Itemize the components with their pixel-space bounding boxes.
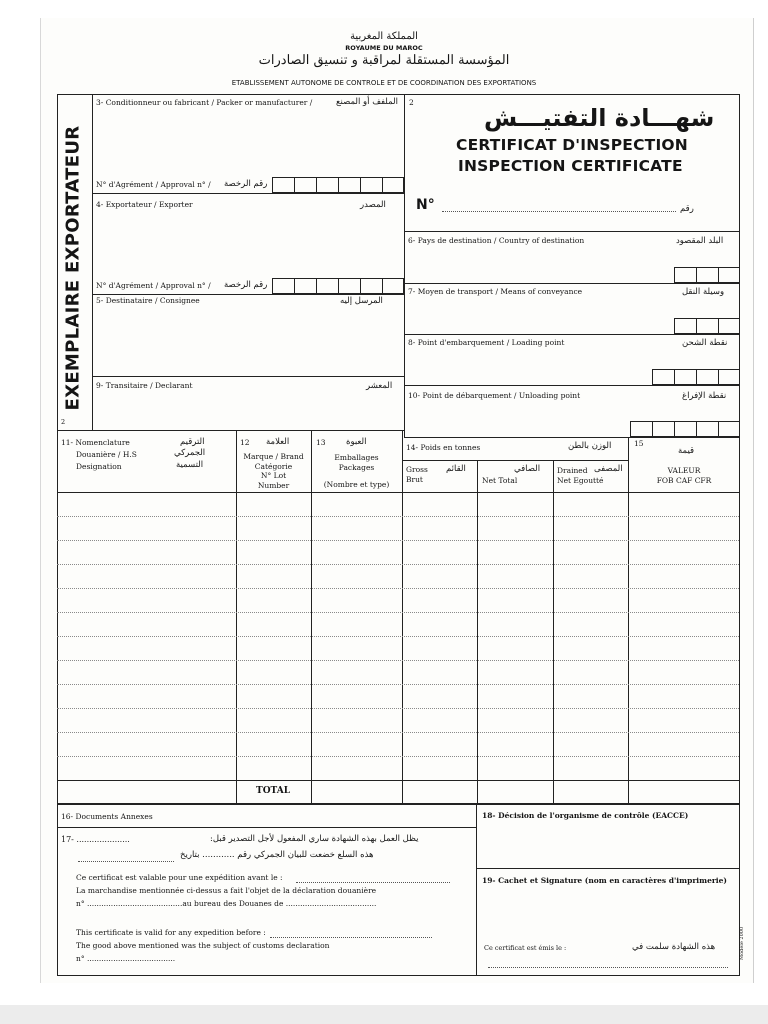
field-6-code-boxes[interactable] xyxy=(674,267,740,283)
col-11-line1: 11- Nomenclature xyxy=(61,438,130,447)
col-11-line3: Designation xyxy=(76,462,122,471)
col-11-ar3: التسمية xyxy=(176,460,204,470)
fr-valid-text: Ce certificat est valable pour une expédition avant le : xyxy=(76,873,283,882)
col-13-line2: Packages xyxy=(338,463,375,472)
col-12-num: 12 xyxy=(240,438,250,447)
col-15-ar: قيمة xyxy=(678,446,695,456)
en-valid-field[interactable] xyxy=(270,936,432,938)
field-4-label-ar: المصدر xyxy=(360,200,386,210)
field-8-label: 8- Point d'embarquement / Loading point xyxy=(408,338,565,347)
gross-line1: Gross xyxy=(406,465,428,474)
col-12-line4: Number xyxy=(257,481,290,490)
table-row[interactable] xyxy=(57,516,739,517)
field-6-label-ar: البلد المقصود xyxy=(676,236,724,246)
certificate-number-box: 2 xyxy=(409,98,414,107)
certificate-title-english: INSPECTION CERTIFICATE xyxy=(458,157,683,175)
certificate-no-field[interactable] xyxy=(442,210,676,212)
col-12-ar: العلامة xyxy=(266,437,290,447)
approval-1-label-ar: رقم الرخصة xyxy=(224,179,268,189)
col-11-ar2: الجمركي xyxy=(174,448,206,458)
field-10-label-ar: نقطة الإفراغ xyxy=(682,391,727,401)
side-title: EXEMPLAIRE EXPORTATEUR xyxy=(62,125,84,411)
col-14-title: 14- Poids en tonnes xyxy=(406,443,481,452)
col-14-ar: الوزن بالطن xyxy=(568,441,612,451)
en-valid-text: This certificate is valid for any expedition before : xyxy=(76,928,266,937)
field-6-label: 6- Pays de destination / Country of destination xyxy=(408,236,585,245)
issued-fr: Ce certificat est émis le : xyxy=(484,944,567,952)
en-goods-text: The good above mentioned was the subject of customs declaration xyxy=(76,941,330,950)
field-7-label: 7- Moyen de transport / Means of conveyance xyxy=(408,287,583,296)
field-4-label: 4- Exportateur / Exporter xyxy=(96,200,193,209)
table-row[interactable] xyxy=(57,708,739,709)
customs-no-ar-field[interactable] xyxy=(78,860,174,862)
col-11-line2: Douanière / H.S xyxy=(76,450,137,459)
col-12-line1: Marque / Brand xyxy=(243,452,304,461)
table-row[interactable] xyxy=(57,660,739,661)
validity-ar: يظل العمل بهذه الشهادة ساري المفعول لأجل التصدير قبل: xyxy=(210,834,419,844)
customs-ar: هذه السلع خضعت للبيان الجمركي رقم ............ بتاريخ xyxy=(180,850,374,860)
approval-2-label: N° d'Agrément / Approval n° / xyxy=(96,281,211,290)
fr-valid-field[interactable] xyxy=(296,881,450,883)
col-12-line3: N° Lot xyxy=(260,471,287,480)
gross-ar: القائم xyxy=(446,464,466,474)
fr-goods-text: La marchandise mentionnée ci-dessus a fait l'objet de la déclaration douanière xyxy=(76,886,377,895)
certificate-title-french: CERTIFICAT D'INSPECTION xyxy=(456,136,688,154)
field-8-label-ar: نقطة الشحن xyxy=(682,338,728,348)
drained-line2: Net Egoutté xyxy=(557,476,604,485)
issued-date-field[interactable] xyxy=(488,966,728,968)
model-code: Modèle 2000 xyxy=(739,926,745,960)
field-3-label-ar: الملفف أو المصنع xyxy=(336,97,398,107)
col-15-line2: FOB CAF CFR xyxy=(656,476,712,485)
col-12-line2: Catégorie xyxy=(254,462,293,471)
table-row[interactable] xyxy=(57,540,739,541)
col-15-num: 15 xyxy=(634,439,644,448)
field-19-label: 19- Cachet et Signature (nom en caractères d'imprimerie) xyxy=(482,876,727,885)
issued-ar: هذه الشهادة سلمت في xyxy=(632,942,716,952)
field-5-label: 5- Destinataire / Consignee xyxy=(96,296,200,305)
certificate-no-label: N° xyxy=(416,197,435,213)
scan-bottom-band xyxy=(0,1005,768,1024)
net-ar: الصافي xyxy=(514,464,541,474)
col-13-num: 13 xyxy=(316,438,326,447)
field-9-label-ar: المعشر xyxy=(366,381,393,391)
col-11-ar1: الترقيم xyxy=(180,437,205,447)
table-row[interactable] xyxy=(57,564,739,565)
field-7-label-ar: وسيلة النقل xyxy=(682,287,725,297)
approval-2-label-ar: رقم الرخصة xyxy=(224,280,268,290)
agency-french: ETABLISSEMENT AUTONOME DE CONTROLE ET DE COORDINATION DES EXPORTATIONS xyxy=(231,79,537,87)
table-row[interactable] xyxy=(57,588,739,589)
field-16-label: 16- Documents Annexes xyxy=(61,812,153,821)
approval-1-label: N° d'Agrément / Approval n° / xyxy=(96,180,211,189)
side-column-divider xyxy=(92,94,93,430)
table-row[interactable] xyxy=(57,756,739,757)
field-9-label: 9- Transitaire / Declarant xyxy=(96,381,193,390)
field-10-label: 10- Point de débarquement / Unloading point xyxy=(408,391,581,400)
total-label: TOTAL xyxy=(256,786,291,796)
certificate-no-label-ar: رقم xyxy=(680,204,694,214)
col-15-line1: VALEUR xyxy=(667,466,701,475)
kingdom-french: ROYAUME DU MAROC xyxy=(345,44,423,52)
agency-arabic: المؤسسة المستقلة لمراقبة و تنسيق الصادرات xyxy=(258,53,510,68)
table-row[interactable] xyxy=(57,684,739,685)
field-3-label: 3- Conditionneur ou fabricant / Packer or manufacturer / xyxy=(96,98,313,107)
table-row[interactable] xyxy=(57,612,739,613)
field-17-label: 17- ..................... xyxy=(61,835,130,844)
field-10-code-boxes[interactable] xyxy=(630,421,740,437)
table-row[interactable] xyxy=(57,636,739,637)
col-13-line1: Emballages xyxy=(334,453,379,462)
field-5-label-ar: المرسل إليه xyxy=(340,296,383,306)
net-line1: Net Total xyxy=(482,476,518,485)
drained-ar: المصفى xyxy=(594,464,623,474)
field-7-code-boxes[interactable] xyxy=(674,318,740,334)
en-no-text: n° ..................................... xyxy=(76,954,176,963)
certificate-title-arabic: شهـــادة التفتيـــش xyxy=(484,104,715,132)
col-13-line3: (Nombre et type) xyxy=(323,480,390,489)
kingdom-arabic: المملكة المغربية xyxy=(350,31,418,42)
drained-line1: Drained xyxy=(557,466,588,475)
gross-line2: Brut xyxy=(406,475,423,484)
side-number: 2 xyxy=(61,418,66,426)
col-13-ar: العبوة xyxy=(346,437,367,447)
table-row[interactable] xyxy=(57,732,739,733)
fr-no-text: n° ........................................au bureau des Douanes de ...................................... xyxy=(76,899,377,908)
field-18-label: 18- Décision de l'organisme de contrôle (EACCE) xyxy=(482,811,689,820)
